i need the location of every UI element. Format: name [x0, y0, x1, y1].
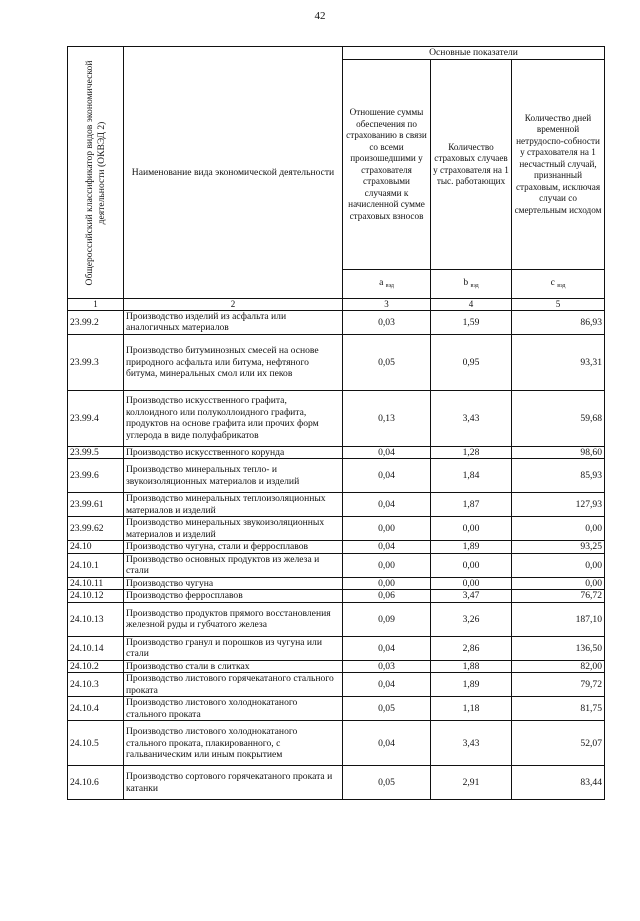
activity-name: Производство стали в слитках [124, 660, 343, 673]
table-row [68, 673, 605, 697]
table-row [68, 446, 605, 459]
col-number-5: 5 [512, 299, 605, 311]
column-number-row [68, 299, 605, 311]
value-c: 187,10 [512, 602, 605, 636]
col-b-header-text: Количество страховых случаев у страхователя на 1 тыс. работающих [433, 141, 509, 186]
col-a-header-text: Отношение суммы обеспечения по страхованию в связи со всеми произошедшими у страхователя страховыми случаями к начисленной сумме страховых взносов [346, 107, 427, 221]
value-c: 59,68 [512, 390, 605, 446]
value-c: 86,93 [512, 310, 605, 334]
activity-name: Производство искусственного графита, коллоидного или полуколлоидного графита, продуктов на основе графита или прочих форм углерода в виде полуфабрикатов [124, 390, 343, 446]
activity-name-header-text: Наименование вида экономической деятельности [131, 166, 335, 178]
okved-header-cell [68, 47, 124, 299]
okved-code: 24.10.2 [68, 660, 124, 673]
col-a-letter-text: a [379, 277, 384, 289]
value-a: 0,05 [343, 766, 431, 800]
col-a-letter-sub: вэд [385, 283, 394, 290]
okved-code: 24.10.6 [68, 766, 124, 800]
value-a: 0,13 [343, 390, 431, 446]
value-a: 0,04 [343, 541, 431, 554]
value-b: 1,18 [431, 697, 512, 721]
activity-name: Производство листового холоднокатаного стального проката [124, 697, 343, 721]
activity-name: Производство продуктов прямого восстановления железной руды и губчатого железа [124, 602, 343, 636]
col-b-letter [431, 270, 512, 299]
value-a: 0,03 [343, 660, 431, 673]
activity-name-header [124, 47, 343, 299]
value-b: 1,59 [431, 310, 512, 334]
activity-name: Производство гранул и порошков из чугуна или стали [124, 636, 343, 660]
value-a: 0,04 [343, 446, 431, 459]
okved-code: 23.99.2 [68, 310, 124, 334]
okved-code: 23.99.62 [68, 517, 124, 541]
table-row [68, 660, 605, 673]
col-number-4: 4 [431, 299, 512, 311]
activity-name: Производство битуминозных смесей на основе природного асфальта или битума, нефтяного битума, минеральных смол или их пеков [124, 334, 343, 390]
value-a: 0,04 [343, 673, 431, 697]
value-c: 136,50 [512, 636, 605, 660]
col-number-2: 2 [124, 299, 343, 311]
table-row [68, 766, 605, 800]
col-c-header [512, 60, 605, 270]
value-b: 1,88 [431, 660, 512, 673]
table-row [68, 334, 605, 390]
activity-name: Производство листового горячекатаного стального проката [124, 673, 343, 697]
okved-code: 24.10.11 [68, 577, 124, 590]
activity-name: Производство изделий из асфальта или аналогичных материалов [124, 310, 343, 334]
value-c: 0,00 [512, 577, 605, 590]
col-c-letter-sub: вэд [557, 283, 566, 290]
activity-name: Производство чугуна, стали и ферросплавов [124, 541, 343, 554]
value-a: 0,00 [343, 517, 431, 541]
value-a: 0,03 [343, 310, 431, 334]
value-c: 83,44 [512, 766, 605, 800]
okved-code: 24.10.4 [68, 697, 124, 721]
activity-name: Производство листового холоднокатаного стального проката, плакированного, с гальваническим или иным покрытием [124, 721, 343, 766]
value-b: 0,00 [431, 577, 512, 590]
value-c: 0,00 [512, 553, 605, 577]
value-c: 76,72 [512, 590, 605, 603]
table-row [68, 517, 605, 541]
value-b: 3,47 [431, 590, 512, 603]
value-b: 0,95 [431, 334, 512, 390]
activity-name: Производство основных продуктов из железа и стали [124, 553, 343, 577]
col-number-1: 1 [68, 299, 124, 311]
okved-code: 23.99.61 [68, 493, 124, 517]
table-row [68, 553, 605, 577]
value-c: 93,25 [512, 541, 605, 554]
table-header [68, 47, 605, 311]
table-row [68, 577, 605, 590]
value-a: 0,04 [343, 459, 431, 493]
activity-name: Производство минеральных теплоизоляционных материалов и изделий [124, 493, 343, 517]
value-b: 1,89 [431, 541, 512, 554]
okved-header: Общероссийский классификатор видов экономической деятельности (ОКВЭД 2) [83, 60, 107, 285]
col-c-letter-text: c [550, 277, 555, 289]
page-number: 42 [314, 10, 326, 22]
okved-code: 24.10.14 [68, 636, 124, 660]
table-row [68, 390, 605, 446]
table-row [68, 636, 605, 660]
value-b: 3,26 [431, 602, 512, 636]
col-b-letter-text: b [463, 277, 469, 289]
value-b: 1,89 [431, 673, 512, 697]
table-row [68, 541, 605, 554]
col-b-header [431, 60, 512, 270]
table-row [68, 697, 605, 721]
value-c: 98,60 [512, 446, 605, 459]
value-a: 0,06 [343, 590, 431, 603]
value-c: 82,00 [512, 660, 605, 673]
value-c: 127,93 [512, 493, 605, 517]
okved-code: 23.99.6 [68, 459, 124, 493]
activity-name: Производство ферросплавов [124, 590, 343, 603]
okved-code: 23.99.4 [68, 390, 124, 446]
activity-name: Производство сортового горячекатаного проката и катанки [124, 766, 343, 800]
okved-code: 24.10.13 [68, 602, 124, 636]
value-b: 3,43 [431, 721, 512, 766]
value-b: 1,28 [431, 446, 512, 459]
table-row [68, 459, 605, 493]
okved-code: 24.10.5 [68, 721, 124, 766]
main-indicators-header [343, 47, 605, 60]
activity-name: Производство минеральных тепло- и звукоизоляционных материалов и изделий [124, 459, 343, 493]
value-b: 3,43 [431, 390, 512, 446]
col-b-letter-sub: вэд [470, 283, 479, 290]
value-b: 2,91 [431, 766, 512, 800]
okved-code: 24.10.1 [68, 553, 124, 577]
value-c: 93,31 [512, 334, 605, 390]
value-a: 0,05 [343, 697, 431, 721]
value-c: 0,00 [512, 517, 605, 541]
table-row [68, 590, 605, 603]
value-a: 0,09 [343, 602, 431, 636]
value-a: 0,04 [343, 721, 431, 766]
value-a: 0,04 [343, 636, 431, 660]
col-a-header [343, 60, 431, 270]
value-c: 79,72 [512, 673, 605, 697]
okved-code: 24.10.3 [68, 673, 124, 697]
okved-code: 23.99.5 [68, 446, 124, 459]
okved-code: 23.99.3 [68, 334, 124, 390]
value-c: 52,07 [512, 721, 605, 766]
table-body [68, 310, 605, 800]
main-indicators-header-text: Основные показатели [429, 47, 518, 59]
value-a: 0,00 [343, 577, 431, 590]
value-b: 1,87 [431, 493, 512, 517]
okved-code: 24.10 [68, 541, 124, 554]
value-a: 0,05 [343, 334, 431, 390]
value-b: 2,86 [431, 636, 512, 660]
col-a-letter [343, 270, 431, 299]
col-c-letter [512, 270, 605, 299]
col-number-3: 3 [343, 299, 431, 311]
activity-name: Производство минеральных звукоизоляционных материалов и изделий [124, 517, 343, 541]
value-c: 85,93 [512, 459, 605, 493]
value-c: 81,75 [512, 697, 605, 721]
value-a: 0,00 [343, 553, 431, 577]
table-row [68, 310, 605, 334]
okved-code: 24.10.12 [68, 590, 124, 603]
col-c-header-text: Количество дней временной нетрудоспо-собности у страхователя на 1 несчастный случай, признанный страховым, исключая случаи со смертельным исходом [514, 112, 602, 215]
indicators-table [67, 46, 605, 800]
table-row [68, 602, 605, 636]
value-b: 0,00 [431, 553, 512, 577]
activity-name: Производство чугуна [124, 577, 343, 590]
value-b: 1,84 [431, 459, 512, 493]
table-row [68, 721, 605, 766]
value-b: 0,00 [431, 517, 512, 541]
activity-name: Производство искусственного корунда [124, 446, 343, 459]
table-row [68, 493, 605, 517]
value-a: 0,04 [343, 493, 431, 517]
